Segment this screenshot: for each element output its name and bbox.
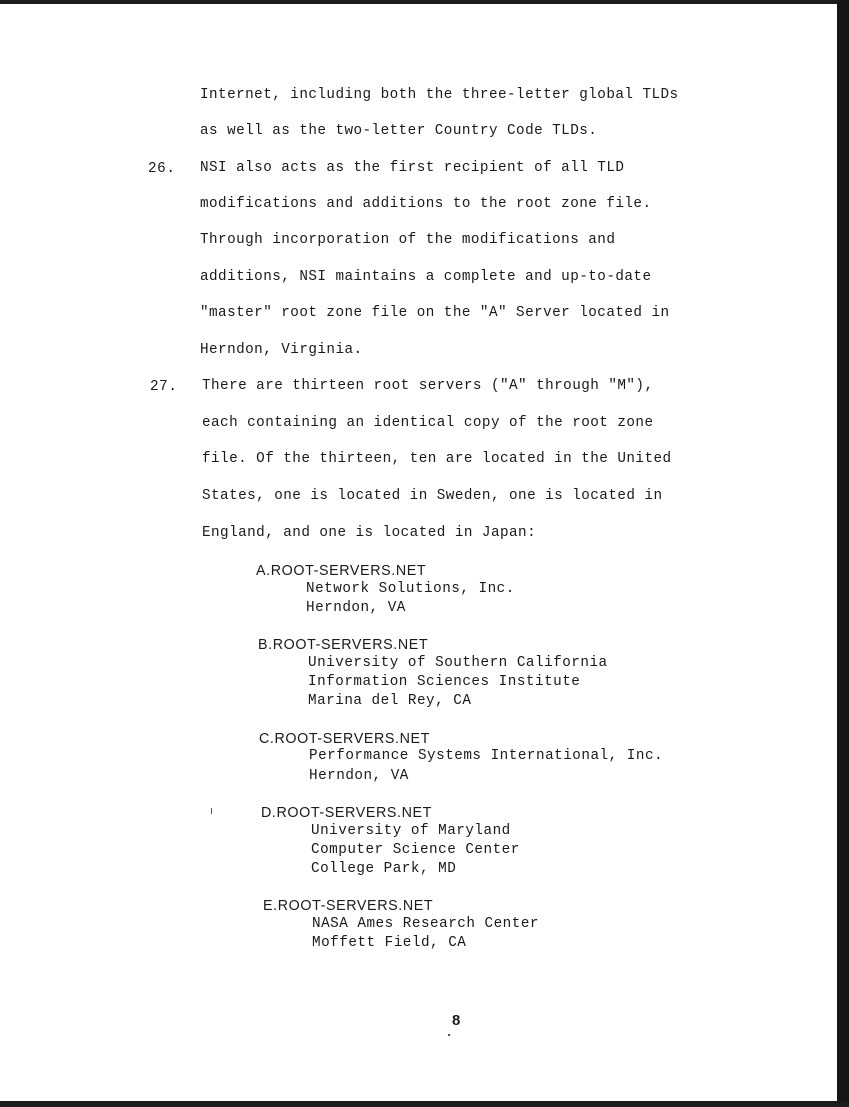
server-b-name: B.ROOT-SERVERS.NET: [258, 637, 429, 653]
server-d-location: College Park, MD: [311, 861, 457, 877]
server-e-organization: NASA Ames Research Center: [312, 916, 539, 932]
paragraph-27-number: 27.: [150, 379, 178, 395]
server-a-location: Herndon, VA: [306, 600, 406, 616]
server-c-organization: Performance Systems International, Inc.: [309, 748, 664, 764]
paragraph-27-line-3: file. Of the thirteen, ten are located in the United: [202, 451, 672, 467]
server-d-organization: University of Maryland: [311, 823, 511, 839]
scan-border-bottom: [0, 1101, 849, 1107]
paragraph-26-line-2: modifications and additions to the root zone file.: [200, 196, 652, 212]
paragraph-26-number: 26.: [148, 161, 176, 177]
scan-speck: [448, 1034, 450, 1036]
page-number: 8: [452, 1012, 461, 1029]
paragraph-27-line-2: each containing an identical copy of the root zone: [202, 415, 654, 431]
server-a-name: A.ROOT-SERVERS.NET: [256, 563, 427, 579]
paragraph-27-line-4: States, one is located in Sweden, one is located in: [202, 488, 663, 504]
paragraph-27-line-5: England, and one is located in Japan:: [202, 525, 537, 541]
paragraph-26-line-3: Through incorporation of the modifications and: [200, 232, 616, 248]
server-b-location: Marina del Rey, CA: [308, 693, 472, 709]
server-c-name: C.ROOT-SERVERS.NET: [259, 731, 431, 747]
scan-border-top: [0, 0, 849, 4]
server-c-location: Herndon, VA: [309, 768, 409, 784]
server-b-department: Information Sciences Institute: [308, 674, 581, 690]
server-d-name: D.ROOT-SERVERS.NET: [261, 805, 433, 821]
server-e-location: Moffett Field, CA: [312, 935, 467, 951]
paragraph-26-line-5: "master" root zone file on the "A" Server located in: [200, 305, 670, 321]
server-b-organization: University of Southern California: [308, 655, 608, 671]
intro-line-1: Internet, including both the three-letter global TLDs: [200, 87, 679, 103]
scan-speck: [211, 808, 212, 814]
server-e-name: E.ROOT-SERVERS.NET: [263, 898, 434, 914]
server-d-department: Computer Science Center: [311, 842, 520, 858]
paragraph-26-line-1: NSI also acts as the first recipient of all TLD: [200, 160, 625, 176]
paragraph-26-line-6: Herndon, Virginia.: [200, 342, 363, 358]
intro-line-2: as well as the two-letter Country Code TLDs.: [200, 123, 598, 139]
scan-border-right: [837, 0, 849, 1107]
paragraph-27-line-1: There are thirteen root servers ("A" through "M"),: [202, 378, 654, 394]
paragraph-26-line-4: additions, NSI maintains a complete and up-to-date: [200, 269, 652, 285]
server-a-organization: Network Solutions, Inc.: [306, 581, 515, 597]
